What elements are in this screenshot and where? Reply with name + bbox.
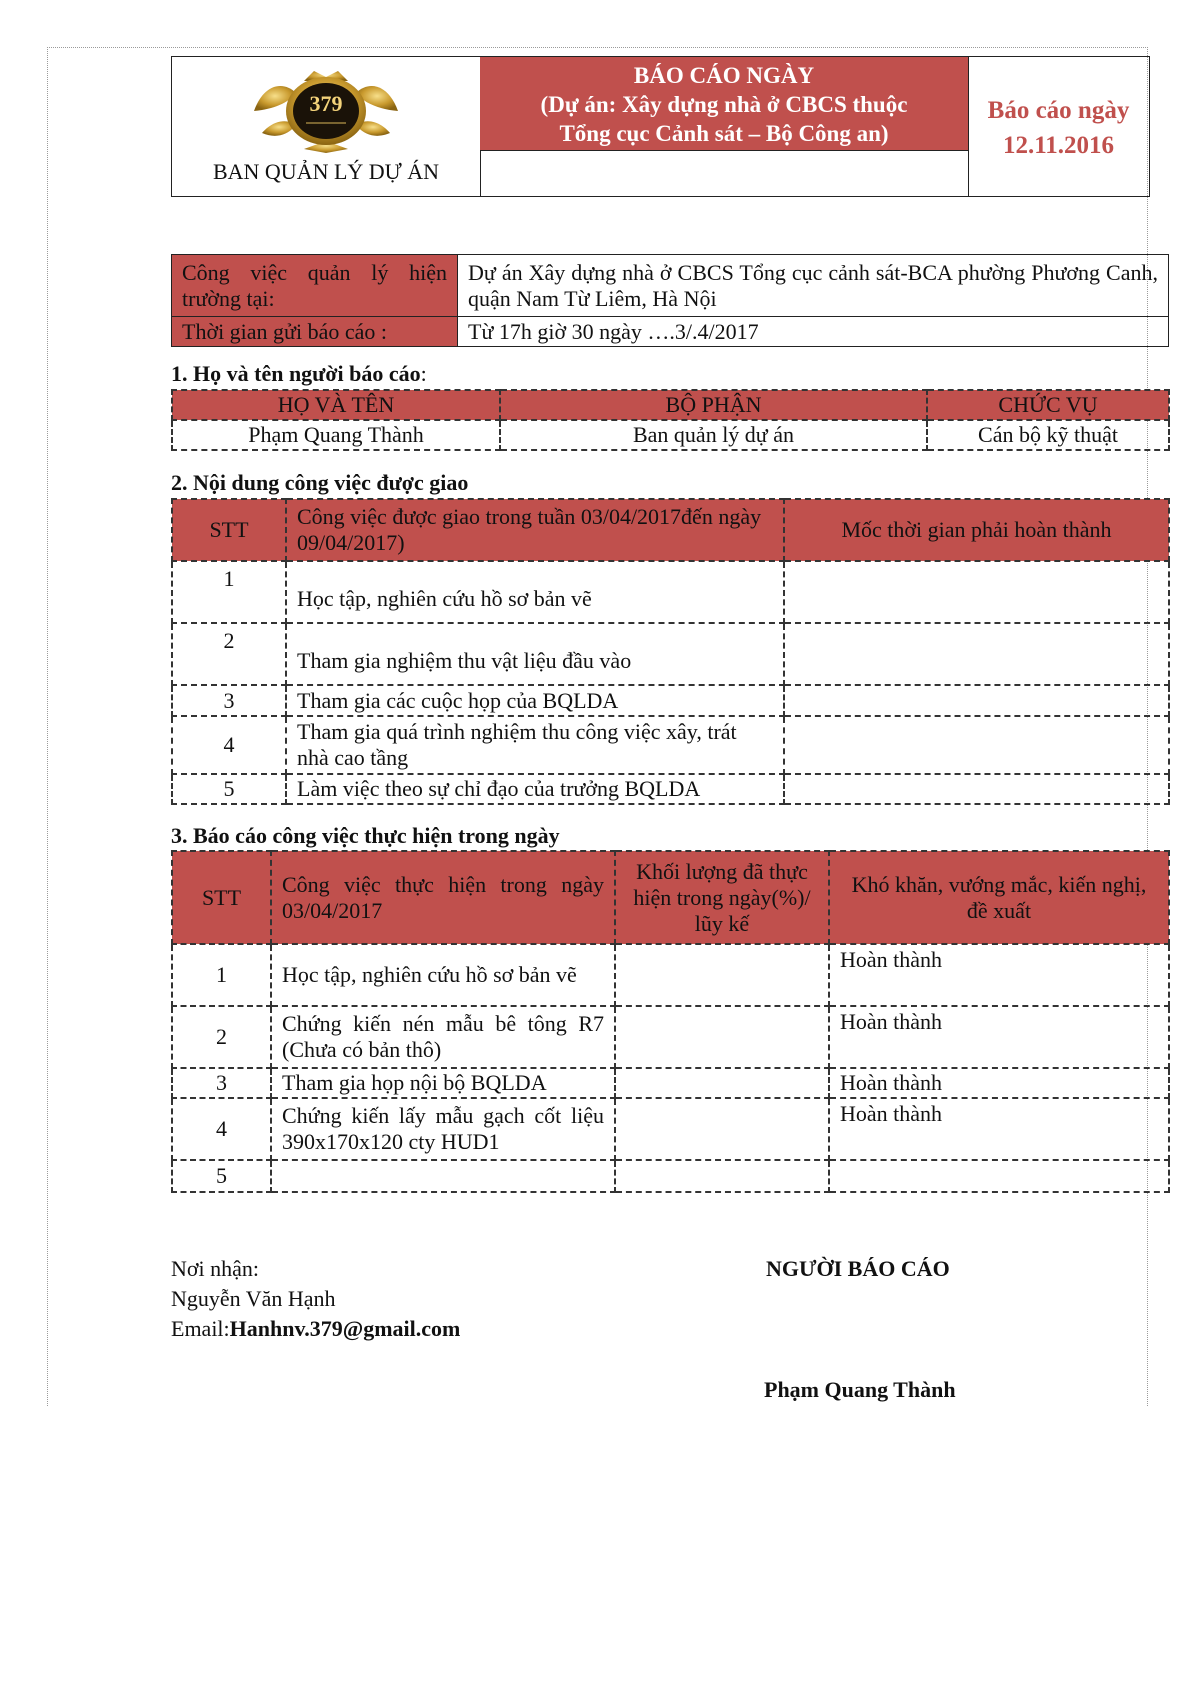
- row-task: Học tập, nghiên cứu hồ sơ bản vẽ: [271, 944, 615, 1006]
- company-logo-icon: [244, 63, 408, 155]
- row-note: Hoàn thành: [829, 944, 1169, 1006]
- table-row: [172, 774, 1169, 804]
- table-row: [172, 716, 1169, 774]
- row-task: Chứng kiến lấy mẫu gạch cốt liệu 390x170x120 cty HUD1: [271, 1098, 615, 1160]
- row-task: Làm việc theo sự chỉ đạo của trưởng BQLDA: [286, 774, 784, 804]
- col-header-name: HỌ VÀ TÊN: [172, 390, 500, 420]
- row-stt: 3: [172, 685, 286, 716]
- row-note: Hoàn thành: [829, 1098, 1169, 1160]
- header-date-cell: [968, 57, 1149, 196]
- table-row: [172, 685, 1169, 716]
- email-label: Email:: [171, 1316, 230, 1341]
- col-header-issues: Khó khăn, vướng mắc, kiến nghị, đề xuất: [829, 851, 1169, 944]
- row-stt: 5: [172, 774, 286, 804]
- report-date: [968, 93, 1149, 163]
- assigned-tasks-table: [171, 498, 1170, 805]
- report-header: [171, 56, 1150, 197]
- logo-number: 379: [309, 91, 343, 116]
- title-line: Tổng cục Cảnh sát – Bộ Công an): [559, 121, 889, 146]
- row-volume: [615, 1068, 829, 1098]
- row-note: Hoàn thành: [829, 1006, 1169, 1068]
- table-row: [172, 1160, 1169, 1192]
- row-stt: 4: [172, 716, 286, 774]
- daily-work-table: [171, 850, 1170, 1193]
- row-volume: [615, 1098, 829, 1160]
- row-stt: 4: [172, 1098, 271, 1160]
- row-note: [829, 1160, 1169, 1192]
- row-task: Tham gia họp nội bộ BQLDA: [271, 1068, 615, 1098]
- header-title-cell: [480, 57, 969, 196]
- row-deadline: [784, 685, 1169, 716]
- row-volume: [615, 944, 829, 1006]
- col-header-position: CHỨC VỤ: [927, 390, 1169, 420]
- row-deadline: [784, 561, 1169, 623]
- reporter-signature-name: Phạm Quang Thành: [764, 1377, 956, 1402]
- reporter-title: NGƯỜI BÁO CÁO: [766, 1256, 950, 1281]
- recipient-name: Nguyễn Văn Hạnh: [171, 1286, 336, 1311]
- row-volume: [615, 1160, 829, 1192]
- row-note: Hoàn thành: [829, 1068, 1169, 1098]
- time-value: Từ 17h giờ 30 ngày ….3/.4/2017: [458, 317, 1169, 347]
- recipient-label: Nơi nhận:: [171, 1256, 260, 1281]
- col-header-task: Công việc được giao trong tuần 03/04/2017đến ngày 09/04/2017): [286, 499, 784, 561]
- col-header-deadline: Mốc thời gian phải hoàn thành: [784, 499, 1169, 561]
- table-row: [172, 1068, 1169, 1098]
- date-value: 12.11.2016: [1002, 132, 1115, 159]
- row-stt: 3: [172, 1068, 271, 1098]
- row-task: Tham gia nghiệm thu vật liệu đầu vào: [286, 623, 784, 685]
- recipient-block: [171, 1254, 460, 1344]
- row-stt: 2: [172, 623, 286, 685]
- date-label: Báo cáo ngày: [987, 97, 1130, 124]
- site-value: Dự án Xây dựng nhà ở CBCS Tổng cục cảnh sát-BCA phường Phương Canh, quận Nam Từ Liêm, Hà Nội: [458, 255, 1169, 317]
- org-label: BAN QUẢN LÝ DỰ ÁN: [212, 159, 440, 184]
- section3-heading: 3. Báo cáo công việc thực hiện trong ngày: [171, 823, 560, 848]
- row-stt: 5: [172, 1160, 271, 1192]
- row-volume: [615, 1006, 829, 1068]
- row-stt: 1: [172, 944, 271, 1006]
- row-task: Tham gia các cuộc họp của BQLDA: [286, 685, 784, 716]
- time-label: Thời gian gửi báo cáo :: [172, 317, 458, 347]
- col-header-department: BỘ PHẬN: [500, 390, 927, 420]
- recipient-email-line: [171, 1314, 460, 1344]
- row-task: [271, 1160, 615, 1192]
- col-header-volume: Khối lượng đã thực hiện trong ngày(%)/ lũy kế: [615, 851, 829, 944]
- section1-heading-text: 1. Họ và tên người báo cáo: [171, 361, 421, 386]
- title-band: [480, 57, 968, 151]
- section1-colon: :: [420, 361, 427, 386]
- section1-heading: [171, 361, 427, 387]
- col-header-daily-task: Công việc thực hiện trong ngày 03/04/2017: [271, 851, 615, 944]
- reporter-name: Phạm Quang Thành: [172, 420, 500, 450]
- table-row: [172, 623, 1169, 685]
- reporter-department: Ban quản lý dự án: [500, 420, 927, 450]
- row-task: Học tập, nghiên cứu hồ sơ bản vẽ: [286, 561, 784, 623]
- row-deadline: [784, 623, 1169, 685]
- title-line: (Dự án: Xây dựng nhà ở CBCS thuộc: [540, 92, 908, 117]
- report-title: [480, 61, 968, 148]
- col-header-stt: STT: [172, 851, 271, 944]
- title-line: BÁO CÁO NGÀY: [633, 63, 815, 88]
- header-org-cell: [172, 57, 481, 196]
- table-row: [172, 1098, 1169, 1160]
- email-link[interactable]: Hanhnv.379@gmail.com: [229, 1316, 461, 1341]
- table-row: [172, 944, 1169, 1006]
- site-label: Công việc quản lý hiện trường tại:: [172, 255, 458, 317]
- reporter-position: Cán bộ kỹ thuật: [927, 420, 1169, 450]
- section2-heading: 2. Nội dung công việc được giao: [171, 470, 469, 495]
- row-stt: 2: [172, 1006, 271, 1068]
- row-stt: 1: [172, 561, 286, 623]
- row-deadline: [784, 716, 1169, 774]
- table-row: [172, 1006, 1169, 1068]
- row-task: Chứng kiến nén mẫu bê tông R7 (Chưa có bản thô): [271, 1006, 615, 1068]
- col-header-stt: STT: [172, 499, 286, 561]
- reporter-table: [171, 389, 1170, 451]
- row-deadline: [784, 774, 1169, 804]
- site-info-table: [171, 254, 1169, 347]
- table-row: [172, 561, 1169, 623]
- row-task: Tham gia quá trình nghiệm thu công việc xây, trát nhà cao tầng: [286, 716, 784, 774]
